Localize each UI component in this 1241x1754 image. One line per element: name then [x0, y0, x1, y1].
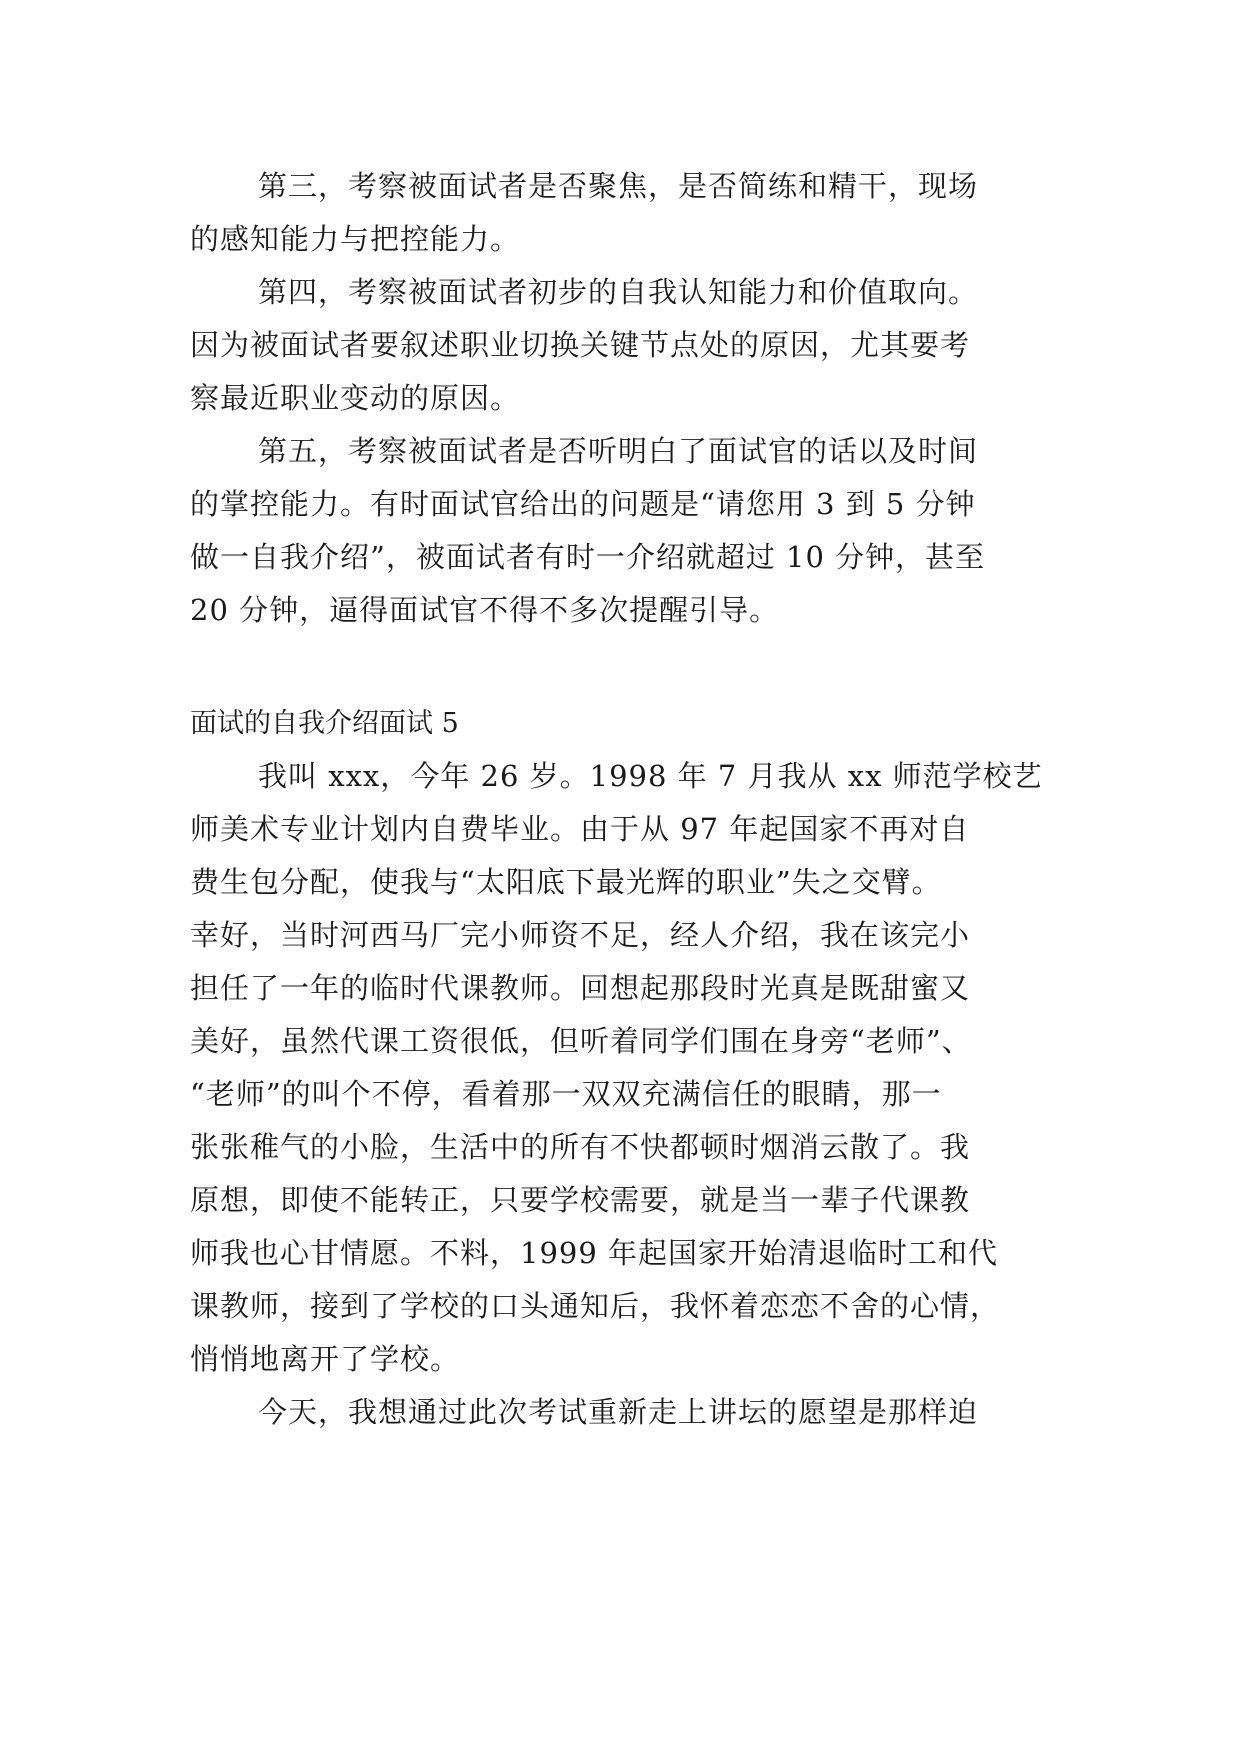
paragraph-fifth — [190, 425, 1060, 637]
text-line: 20 分钟，逼得面试官不得不多次提醒引导。 — [190, 593, 780, 627]
text-line: 担任了一年的临时代课教师。回想起那段时光真是既甜蜜又 — [190, 971, 971, 1005]
text-line: 的感知能力与把控能力。 — [190, 222, 521, 256]
text-line: 第四，考察被面试者初步的自我认知能力和价值取向。 — [258, 275, 979, 309]
paragraph-fourth — [190, 266, 1060, 425]
text-line: 的掌控能力。有时面试官给出的问题是“请您用 3 到 5 分钟 — [190, 487, 976, 521]
paragraph-today — [190, 1386, 1060, 1439]
text-line: 原想，即使不能转正，只要学校需要，就是当一辈子代课教 — [190, 1183, 971, 1217]
text-line: 做一自我介绍”，被面试者有时一介绍就超过 10 分钟，甚至 — [190, 540, 986, 574]
document-body — [190, 160, 1060, 1439]
text-line: 课教师，接到了学校的口头通知后，我怀着恋恋不舍的心情， — [190, 1289, 1001, 1323]
text-line: 美好，虽然代课工资很低，但听着同学们围在身旁“老师”、 — [190, 1024, 972, 1058]
text-line: 因为被面试者要叙述职业切换关键节点处的原因，尤其要考 — [190, 328, 971, 362]
paragraph-third — [190, 160, 1060, 266]
text-line: 察最近职业变动的原因。 — [190, 381, 521, 415]
text-line: 师美术专业计划内自费毕业。由于从 97 年起国家不再对自 — [190, 812, 970, 846]
text-line: 师我也心甘情愿。不料，1999 年起国家开始清退临时工和代 — [190, 1236, 999, 1270]
paragraph-intro — [190, 750, 1060, 1386]
text-line: 我叫 xxx，今年 26 岁。1998 年 7 月我从 xx 师范学校艺 — [258, 759, 1043, 793]
text-line: “老师”的叫个不停，看着那一双双充满信任的眼睛，那一 — [190, 1077, 942, 1111]
text-line: 费生包分配，使我与“太阳底下最光辉的职业”失之交臂。 — [190, 865, 942, 899]
section-gap — [190, 637, 1060, 697]
section-heading: 面试的自我介绍面试 5 — [190, 708, 459, 739]
text-line: 第三，考察被面试者是否聚焦，是否简练和精干，现场 — [258, 169, 979, 203]
text-line: 悄悄地离开了学校。 — [190, 1342, 461, 1376]
text-line: 幸好，当时河西马厂完小师资不足，经人介绍，我在该完小 — [190, 918, 971, 952]
text-line: 第五，考察被面试者是否听明白了面试官的话以及时间 — [258, 434, 979, 468]
text-line: 张张稚气的小脸，生活中的所有不快都顿时烟消云散了。我 — [190, 1130, 971, 1164]
text-line: 今天，我想通过此次考试重新走上讲坛的愿望是那样迫 — [258, 1395, 979, 1429]
